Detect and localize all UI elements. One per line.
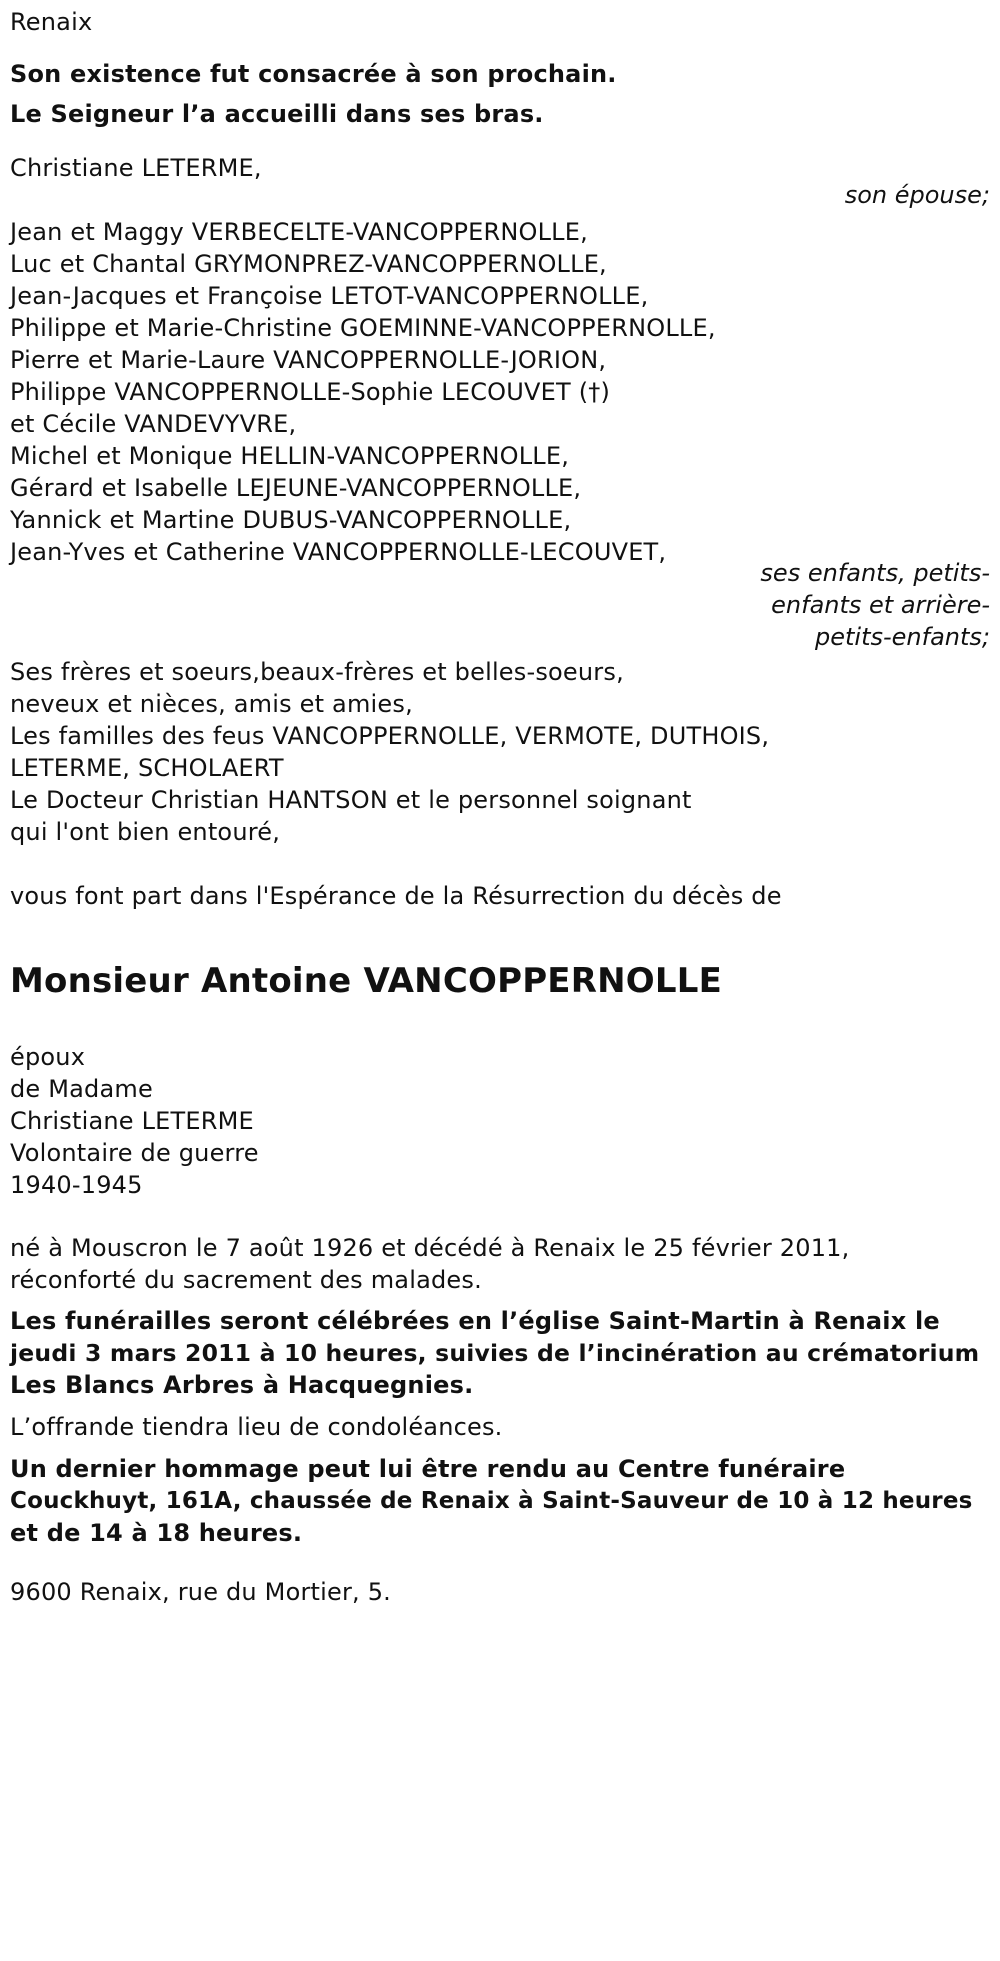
child-line: et Cécile VANDEVYVRE,: [10, 410, 297, 438]
funeral-line: Les Blancs Arbres à Hacquegnies.: [10, 1371, 474, 1399]
tribute-line: et de 14 à 18 heures.: [10, 1519, 303, 1547]
child-line: Philippe et Marie-Christine GOEMINNE-VANCOPPERNOLLE,: [10, 314, 716, 342]
relatives-line: LETERME, SCHOLAERT: [10, 754, 284, 782]
child-line: Yannick et Martine DUBUS-VANCOPPERNOLLE,: [10, 506, 572, 534]
spouse-role: son épouse;: [844, 181, 990, 209]
child-line: Philippe VANCOPPERNOLLE-Sophie LECOUVET (†): [10, 378, 611, 406]
deceased-detail: Volontaire de guerre: [10, 1139, 259, 1167]
relatives-line: Le Docteur Christian HANTSON et le personnel soignant: [10, 786, 692, 814]
city-header: Renaix: [10, 8, 93, 36]
announcement: vous font part dans l'Espérance de la Résurrection du décès de: [10, 882, 782, 910]
children-role: enfants et arrière-: [771, 591, 990, 619]
spouse-name: Christiane LETERME,: [10, 154, 262, 182]
child-line: Gérard et Isabelle LEJEUNE-VANCOPPERNOLLE,: [10, 474, 582, 502]
deceased-detail: 1940-1945: [10, 1171, 143, 1199]
relatives-line: qui l'ont bien entouré,: [10, 818, 281, 846]
deceased-detail: époux: [10, 1043, 86, 1071]
dates-line: né à Mouscron le 7 août 1926 et décédé à Renaix le 25 février 2011,: [10, 1234, 850, 1262]
deceased-detail: Christiane LETERME: [10, 1107, 254, 1135]
child-line: Jean-Yves et Catherine VANCOPPERNOLLE-LECOUVET,: [10, 538, 667, 566]
deceased-detail: de Madame: [10, 1075, 153, 1103]
children-role: ses enfants, petits-: [760, 559, 990, 587]
child-line: Luc et Chantal GRYMONPREZ-VANCOPPERNOLLE,: [10, 250, 607, 278]
epigraph-line: Son existence fut consacrée à son prochain.: [10, 60, 617, 88]
dates-line: réconforté du sacrement des malades.: [10, 1266, 482, 1294]
child-line: Jean et Maggy VERBECELTE-VANCOPPERNOLLE,: [10, 218, 588, 246]
tribute-line: Couckhuyt, 161A, chaussée de Renaix à Saint-Sauveur de 10 à 12 heures: [10, 1488, 973, 1514]
child-line: Michel et Monique HELLIN-VANCOPPERNOLLE,: [10, 442, 570, 470]
child-line: Jean-Jacques et Françoise LETOT-VANCOPPERNOLLE,: [10, 282, 649, 310]
address-line: 9600 Renaix, rue du Mortier, 5.: [10, 1578, 391, 1606]
relatives-line: neveux et nièces, amis et amies,: [10, 690, 413, 718]
funeral-line: jeudi 3 mars 2011 à 10 heures, suivies de l’incinération au crématorium: [10, 1339, 980, 1367]
funeral-line: Les funérailles seront célébrées en l’église Saint-Martin à Renaix le: [10, 1307, 940, 1335]
relatives-line: Les familles des feus VANCOPPERNOLLE, VERMOTE, DUTHOIS,: [10, 722, 770, 750]
relatives-line: Ses frères et soeurs,beaux-frères et belles-soeurs,: [10, 658, 624, 686]
child-line: Pierre et Marie-Laure VANCOPPERNOLLE-JORION,: [10, 346, 607, 374]
children-role: petits-enfants;: [815, 623, 990, 651]
epigraph-line: Le Seigneur l’a accueilli dans ses bras.: [10, 100, 544, 128]
offering-line: L’offrande tiendra lieu de condoléances.: [10, 1413, 503, 1441]
tribute-line: Un dernier hommage peut lui être rendu au Centre funéraire: [10, 1455, 846, 1483]
deceased-name: Monsieur Antoine VANCOPPERNOLLE: [10, 961, 723, 1001]
